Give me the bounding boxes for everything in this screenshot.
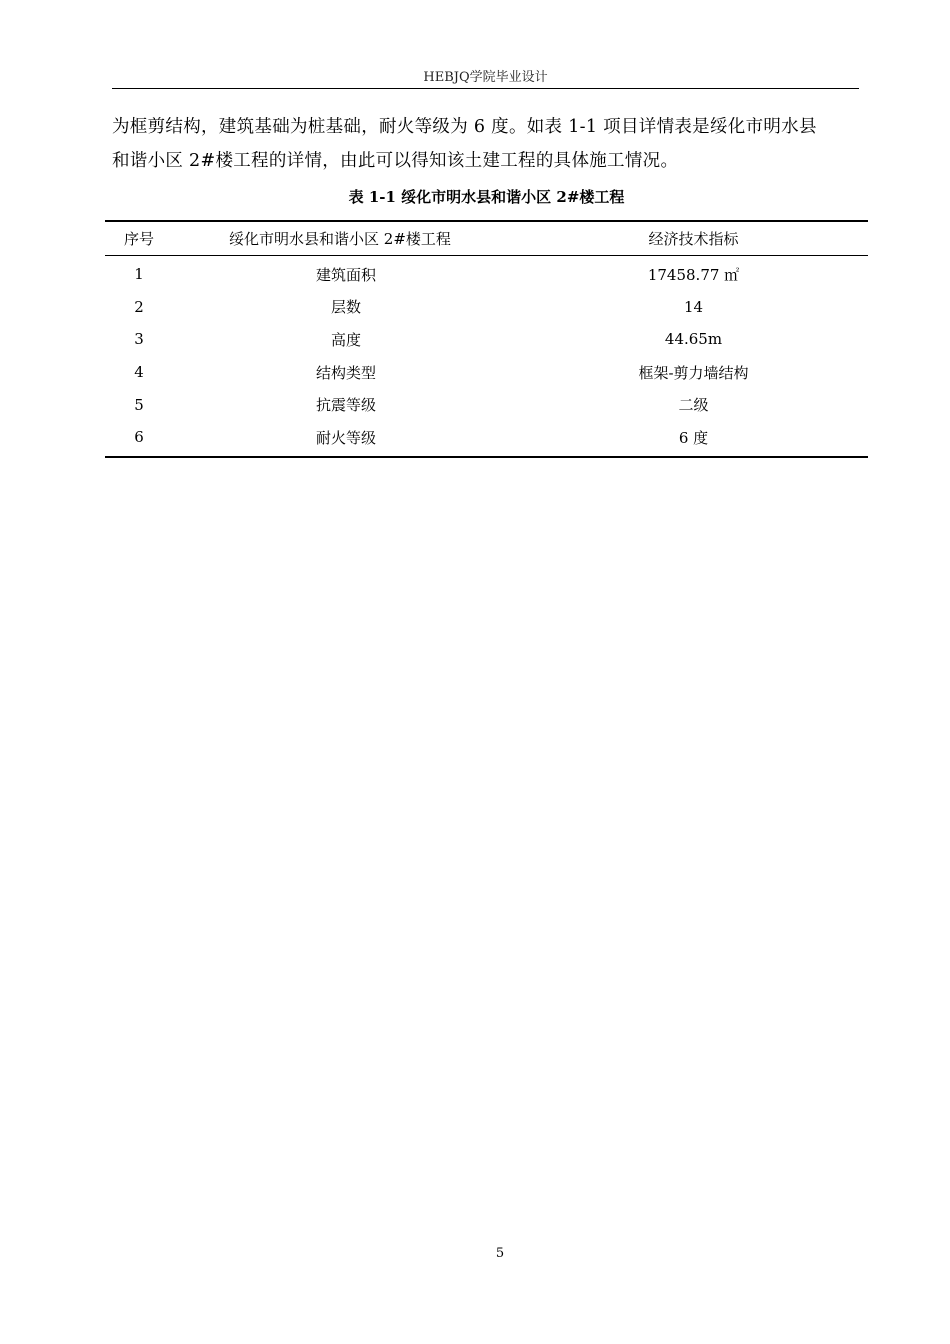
cell-item: 层数	[330, 298, 361, 317]
cell-index: 4	[134, 363, 144, 382]
cell-item: 高度	[330, 330, 361, 349]
cell-index: 2	[134, 297, 144, 316]
cell-value: 框架-剪力墙结构	[638, 363, 749, 382]
page-header: HEBJQ学院毕业设计	[423, 70, 548, 85]
page-number: 5	[495, 1246, 505, 1261]
cell-index: 6	[134, 428, 144, 447]
cell-item: 耐火等级	[315, 428, 376, 447]
project-table	[105, 220, 868, 458]
header-cell-item: 绥化市明水县和谐小区 2#楼工程	[229, 230, 451, 248]
cell-index: 5	[134, 395, 144, 414]
header-rule	[112, 88, 859, 89]
table-body	[105, 256, 868, 456]
paragraph-line: 为框剪结构，建筑基础为桩基础，耐火等级为 6 度。如表 1-1 项目详情表是绥化市明水县	[112, 117, 817, 137]
cell-value: 44.65m	[664, 330, 723, 349]
table-row	[105, 421, 868, 454]
body-paragraph	[112, 110, 860, 178]
paragraph-line: 和谐小区 2#楼工程的详情，由此可以得知该土建工程的具体施工情况。	[112, 151, 679, 171]
cell-value: 二级	[678, 396, 709, 415]
table-row	[105, 388, 868, 421]
table-row	[105, 323, 868, 356]
cell-item: 结构类型	[315, 363, 376, 382]
table-caption: 表 1-1 绥化市明水县和谐小区 2#楼工程	[348, 188, 625, 206]
cell-value: 17458.77 ㎡	[647, 265, 740, 284]
table-row	[105, 258, 868, 291]
table-row	[105, 291, 868, 324]
header-cell-index: 序号	[123, 230, 154, 248]
header-cell-indicator: 经济技术指标	[648, 230, 739, 248]
cell-value: 14	[683, 297, 704, 316]
table-header-row	[105, 222, 868, 256]
cell-item: 建筑面积	[315, 265, 376, 284]
cell-value: 6 度	[678, 428, 709, 447]
cell-index: 3	[134, 330, 144, 349]
cell-item: 抗震等级	[315, 396, 376, 415]
table-row	[105, 356, 868, 389]
cell-index: 1	[134, 265, 144, 284]
